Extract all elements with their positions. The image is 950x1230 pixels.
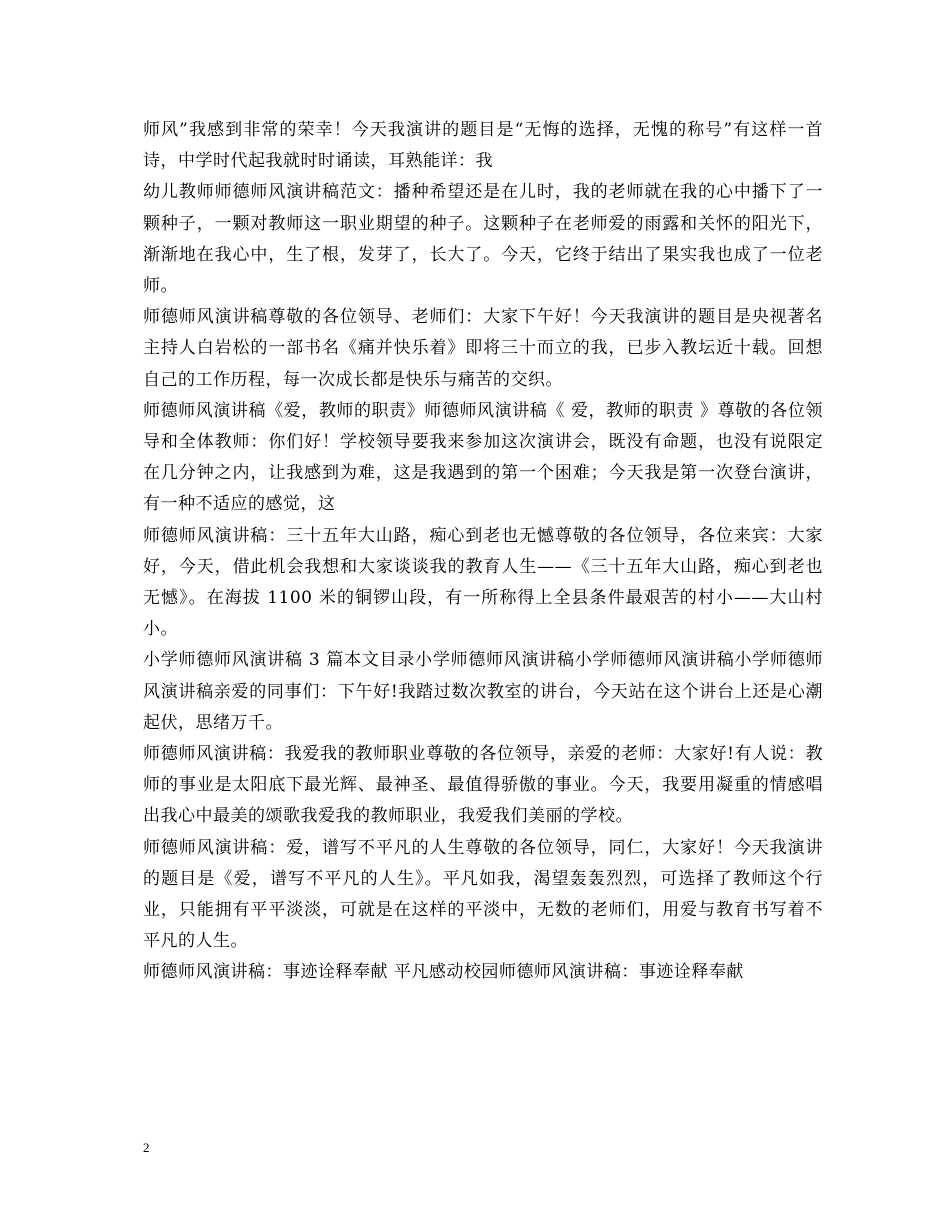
paragraph-7: 师德师风演讲稿：我爱我的教师职业尊敬的各位领导，亲爱的老师：大家好!有人说：教师的事业是太阳底下最光辉、最神圣、最值得骄傲的事业。今天，我要用凝重的情感唱出我心中最美的颂歌我爱我的教师职业，我爱我们美丽的学校。 bbox=[143, 744, 823, 827]
paragraph-3: 师德师风演讲稿尊敬的各位领导、老师们：大家下午好！今天我演讲的题目是央视著名主持人白岩松的一部书名《痛并快乐着》即将三十而立的我，已步入教坛近十载。回想自己的工作历程，每一次成长都是快乐与痛苦的交织。 bbox=[143, 307, 823, 390]
paragraph-8: 师德师风演讲稿：爱，谱写不平凡的人生尊敬的各位领导，同仁，大家好！今天我演讲的题目是《爱，谱写不平凡的人生》。平凡如我，渴望轰轰烈烈，可选择了教师这个行业，只能拥有平平淡淡，可就是在这样的平淡中，无数的老师们，用爱与教育书写着不平凡的人生。 bbox=[143, 837, 823, 952]
document-body bbox=[143, 115, 823, 989]
paragraph-5: 师德师风演讲稿：三十五年大山路，痴心到老也无憾尊敬的各位领导，各位来宾：大家好，今天，借此机会我想和大家谈谈我的教育人生——《三十五年大山路，痴心到老也无憾》。在海拔 1100 米的铜锣山段，有一所称得上全县条件最艰苦的村小——大山村小。 bbox=[143, 525, 823, 640]
paragraph-2: 幼儿教师师德师风演讲稿范文：播种希望还是在儿时，我的老师就在我的心中播下了一颗种子，一颗对教师这一职业期望的种子。这颗种子在老师爱的雨露和关怀的阳光下，渐渐地在我心中，生了根，发芽了，长大了。今天，它终于结出了果实我也成了一位老师。 bbox=[143, 182, 823, 297]
paragraph-9: 师德师风演讲稿：事迹诠释奉献 平凡感动校园师德师风演讲稿：事迹诠释奉献 bbox=[143, 962, 744, 983]
page-number: 2 bbox=[143, 1140, 150, 1155]
paragraph-1: 师风”我感到非常的荣幸！今天我演讲的题目是“无悔的选择，无愧的称号”有这样一首诗，中学时代起我就时时诵读，耳熟能详：我 bbox=[143, 120, 823, 172]
paragraph-6: 小学师德师风演讲稿 3 篇本文目录小学师德师风演讲稿小学师德师风演讲稿小学师德师风演讲稿亲爱的同事们：下午好!我踏过数次教室的讲台，今天站在这个讲台上还是心潮起伏，思绪万千。 bbox=[143, 650, 823, 733]
paragraph-4: 师德师风演讲稿《爱，教师的职责》师德师风演讲稿《 爱，教师的职责 》尊敬的各位领导和全体教师：你们好！学校领导要我来参加这次演讲会，既没有命题，也没有说限定在几分钟之内，让我感到为难，这是我遇到的第一个困难；今天我是第一次登台演讲，有一种不适应的感觉，这 bbox=[143, 400, 823, 515]
